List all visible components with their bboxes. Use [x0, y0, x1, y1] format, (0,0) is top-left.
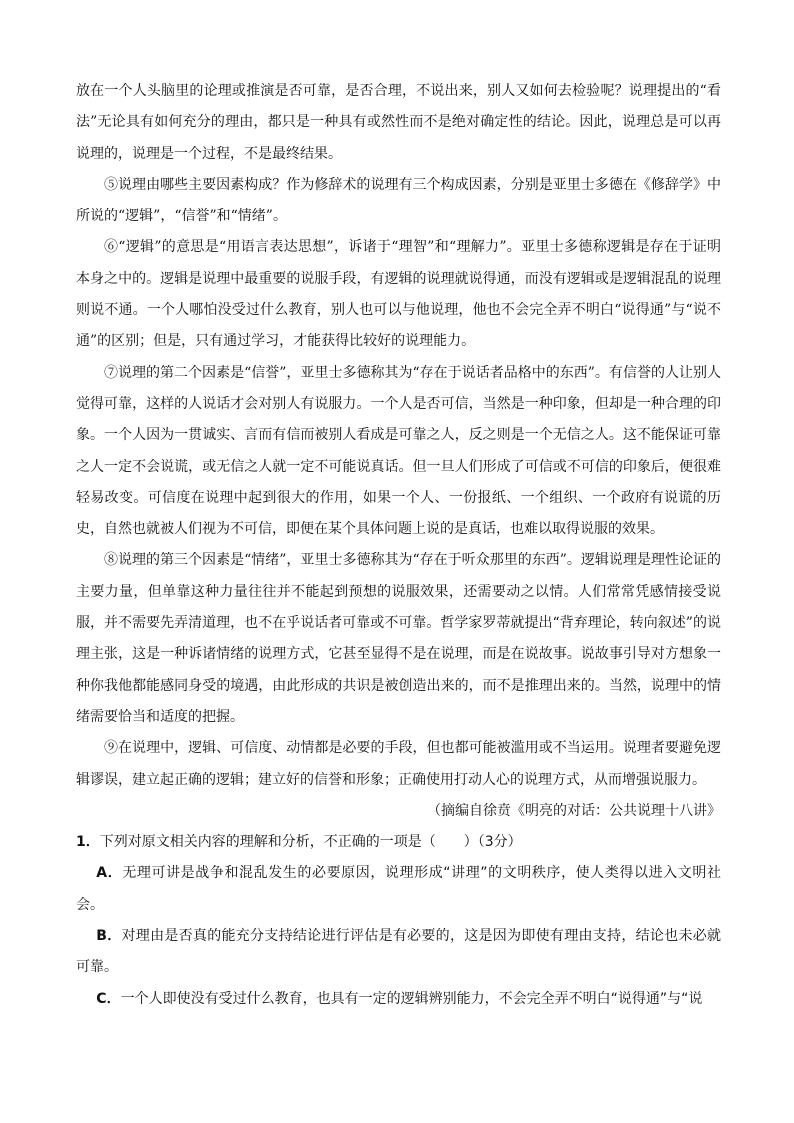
paragraph-6: ⑥“逻辑”的意思是“用语言表达思想”，诉诸于“理智”和“理解力”。亚里士多德称逻辑是存在于证明本身之中的。逻辑是说理中最重要的说服手段，有逻辑的说理就说得通，而没有逻辑或是逻辑混乱的说理则说不通。一个人哪怕没受过什么教育，别人也可以与他说理，他也不会完全弄不明白“说得通”与“说不通”的区别；但是，只有通过学习，才能获得比较好的说理能力。 — [76, 239, 721, 350]
question-text: 下列对原文相关内容的理解和分析，不正确的一项是（ ）（3分） — [99, 834, 522, 851]
paragraph-continued: 放在一个人头脑里的论理或推演是否可靠，是否合理，不说出来，别人又如何去检验呢？说理提出的“看法”无论具有如何充分的理由，都只是一种具有或然性而不是绝对确定性的结论。因此，说理总是可以再说理的，说理是一个过程，不是最终结果。 — [76, 83, 721, 162]
question-number: 1． — [76, 834, 100, 851]
option-b — [76, 921, 721, 984]
option-text: 对理由是否真的能充分支持结论进行评估是有必要的，这是因为即使有理由支持，结论也未必就可靠。 — [76, 928, 722, 976]
option-text: 一个人即使没有受过什么教育，也具有一定的逻辑辨别能力，不会完全弄不明白“说得通”与“说 — [120, 990, 703, 1007]
option-c — [76, 984, 721, 1015]
option-label: C． — [96, 990, 121, 1007]
paragraph-5: ⑤说理由哪些主要因素构成？作为修辞术的说理有三个构成因素，分别是亚里士多德在《修辞学》中所说的“逻辑”，“信誉”和“情绪”。 — [76, 176, 721, 225]
option-label: B． — [96, 928, 122, 945]
document-page — [76, 76, 721, 1015]
source-citation: （摘编自徐贲《明亮的对话：公共说理十八讲》 — [427, 802, 721, 819]
paragraph-8: ⑧说理的第三个因素是“情绪”，亚里士多德称其为“存在于听众那里的东西”。逻辑说理是理性论证的主要力量，但单靠这种力量往往并不能起到预想的说服效果，还需要动之以情。人们常常凭感情接受说服，并不需要先弄清道理，也不在乎说话者可靠或不可靠。哲学家罗蒂就提出“背弃理论，转向叙述”的说理主张，这是一种诉诸情绪的说理方式，它甚至显得不是在说理，而是在说故事。说故事引导对方想象一种你我他都能感同身受的境遇，由此形成的共识是被创造出来的，而不是推理出来的。当然，说理中的情绪需要恰当和适度的把握。 — [76, 552, 721, 725]
paragraph-9: ⑨在说理中，逻辑、可信度、动情都是必要的手段，但也都可能被滥用或不当运用。说理者要避免逻辑谬误，建立起正确的逻辑；建立好的信誉和形象；正确使用打动人心的说理方式，从而增强说服力。 — [76, 740, 721, 788]
option-text: 无理可讲是战争和混乱发生的必要原因，说理形成“讲理”的文明秩序，使人类得以进入文明社会。 — [76, 865, 721, 913]
paragraph-7: ⑦说理的第二个因素是“信誉”，亚里士多德称其为“存在于说话者品格中的东西”。有信誉的人让别人觉得可靠，这样的人说话才会对别人有说服力。一个人是否可信，当然是一种印象，但却是一种合理的印象。一个人因为一贯诚实、言而有信而被别人看成是可靠之人，反之则是一个无信之人。这不能保证可靠之人一定不会说谎，或无信之人就一定不可能说真话。但一旦人们形成了可信或不可信的印象后，便很难轻易改变。可信度在说理中起到很大的作用，如果一个人、一份报纸、一个组织、一个政府有说谎的历史，自然也就被人们视为不可信，即便在某个具体问题上说的是真话，也难以取得说服的效果。 — [76, 364, 721, 538]
option-a — [76, 858, 721, 921]
option-label: A． — [96, 865, 123, 882]
question-1-stem — [76, 827, 721, 858]
